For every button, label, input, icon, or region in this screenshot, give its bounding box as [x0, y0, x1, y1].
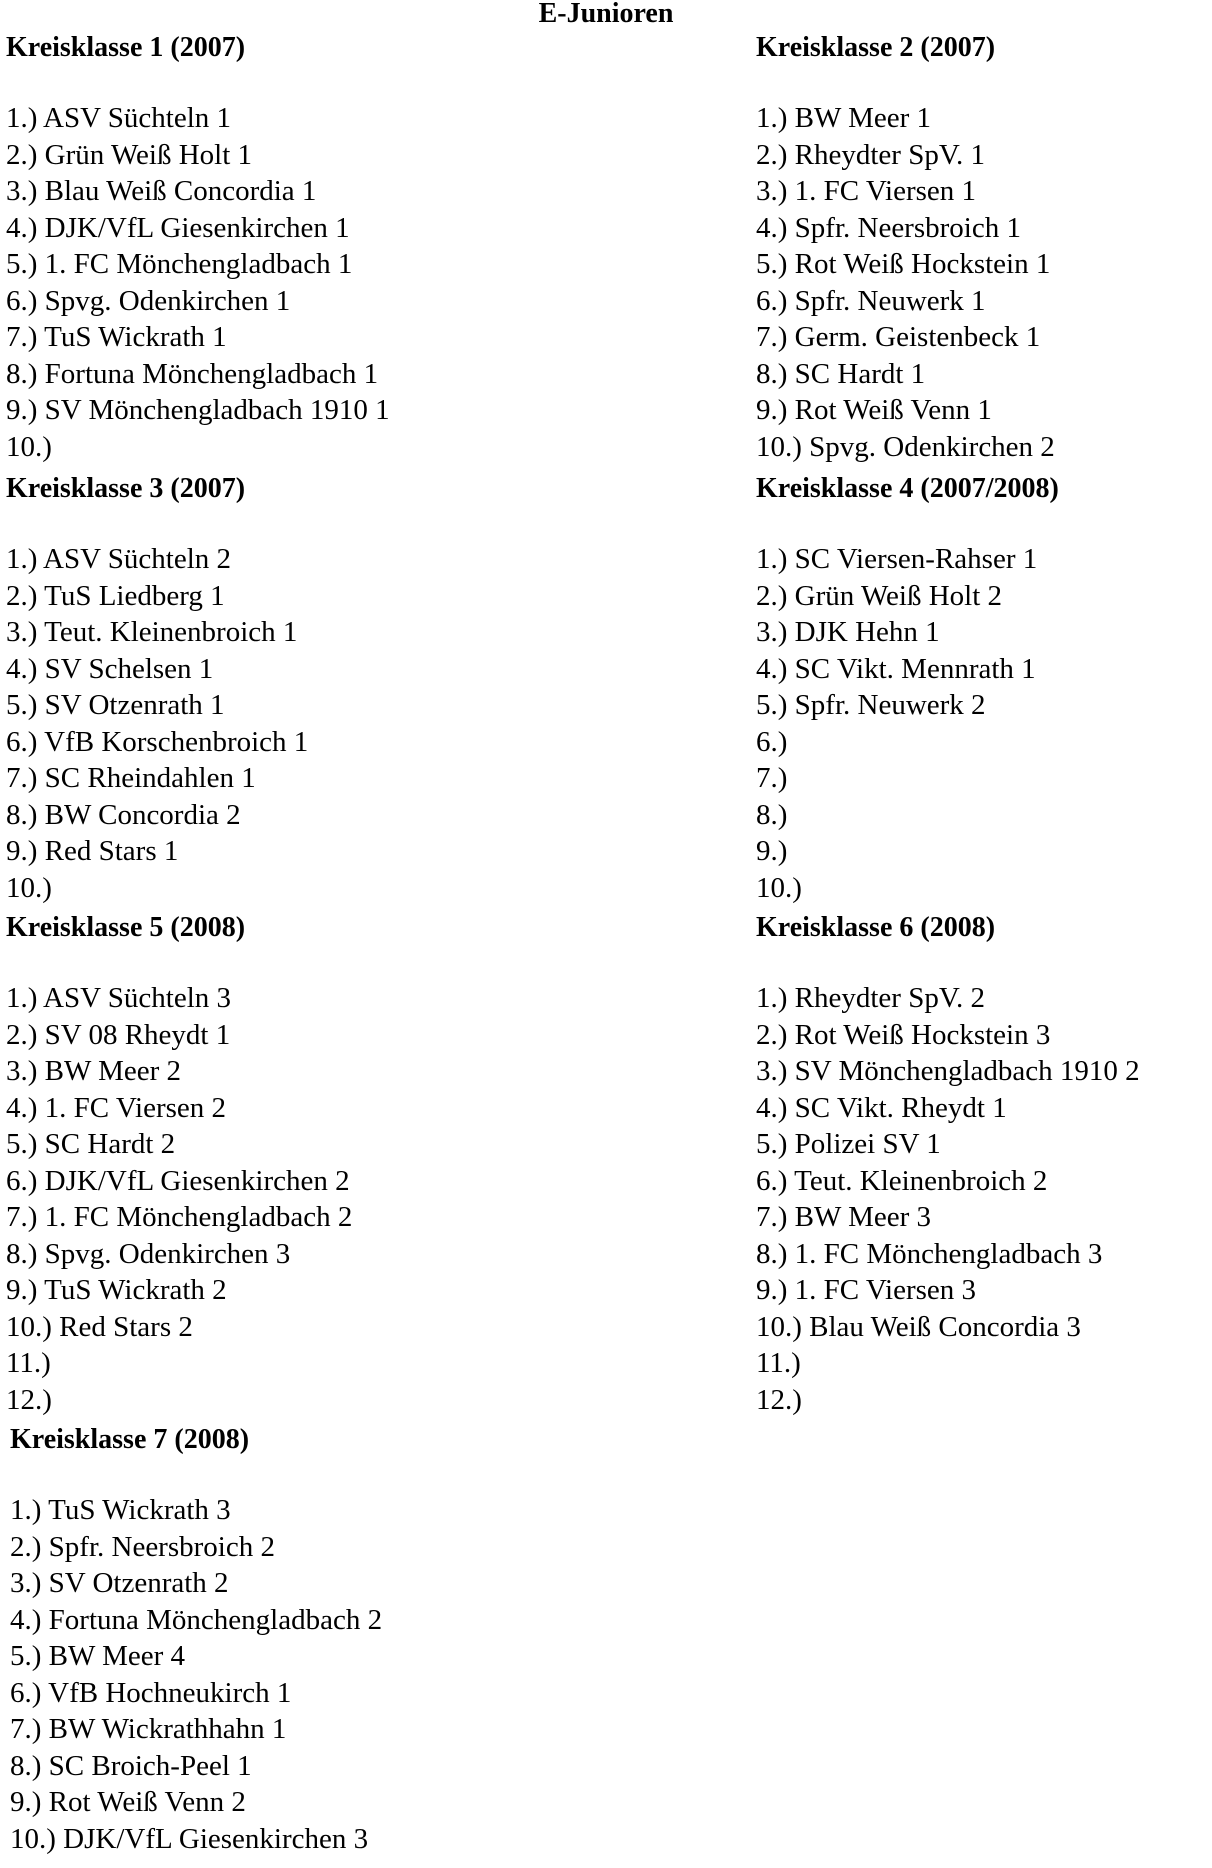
standings-entry: 2.) Rheydter SpV. 1 [756, 138, 986, 171]
standings-entry: 12.) [756, 1383, 802, 1416]
standings-entry: 1.) BW Meer 1 [756, 102, 932, 134]
standings-entry: 2.) Grün Weiß Holt 1 [6, 138, 253, 171]
standings-entry: 11.) [756, 1347, 801, 1379]
league-group [756, 32, 1055, 465]
standings-entry: 1.) ASV Süchteln 2 [6, 543, 232, 575]
standings-list [756, 541, 1059, 906]
league-heading: Kreisklasse 4 (2007/2008) [756, 473, 1059, 504]
standings-entry: 4.) SV Schelsen 1 [6, 652, 214, 685]
league-heading: Kreisklasse 7 (2008) [10, 1424, 250, 1455]
standings-entry: 3.) 1. FC Viersen 1 [756, 175, 977, 207]
standings-entry: 5.) Rot Weiß Hockstein 1 [756, 248, 1051, 280]
standings-list [6, 100, 390, 465]
standings-entry: 12.) [6, 1383, 52, 1416]
standings-entry: 5.) SV Otzenrath 1 [6, 689, 225, 721]
league-group [6, 473, 308, 906]
standings-entry: 1.) TuS Wickrath 3 [10, 1494, 231, 1526]
standings-entry: 6.) Teut. Kleinenbroich 2 [756, 1164, 1048, 1197]
standings-entry: 8.) Fortuna Mönchengladbach 1 [6, 357, 379, 390]
league-group [6, 912, 352, 1418]
league-group [756, 912, 1140, 1418]
standings-entry: 2.) Rot Weiß Hockstein 3 [756, 1018, 1051, 1051]
standings-entry: 6.) VfB Hochneukirch 1 [10, 1676, 292, 1709]
standings-entry: 1.) ASV Süchteln 3 [6, 982, 232, 1014]
standings-entry: 4.) SC Vikt. Mennrath 1 [756, 652, 1036, 685]
league-heading: Kreisklasse 2 (2007) [756, 32, 996, 63]
standings-entry: 4.) SC Vikt. Rheydt 1 [756, 1091, 1007, 1124]
standings-entry: 5.) Polizei SV 1 [756, 1128, 941, 1160]
standings-entry: 9.) SV Mönchengladbach 1910 1 [6, 394, 390, 426]
league-heading: Kreisklasse 1 (2007) [6, 32, 246, 63]
standings-entry: 6.) VfB Korschenbroich 1 [6, 725, 309, 758]
standings-entry: 1.) Rheydter SpV. 2 [756, 982, 986, 1014]
standings-entry: 6.) DJK/VfL Giesenkirchen 2 [6, 1164, 350, 1197]
standings-entry: 4.) Spfr. Neersbroich 1 [756, 211, 1021, 244]
standings-entry: 8.) [756, 798, 788, 831]
standings-entry: 7.) TuS Wickrath 1 [6, 321, 227, 353]
standings-entry: 10.) Blau Weiß Concordia 3 [756, 1310, 1081, 1343]
standings-entry: 2.) Grün Weiß Holt 2 [756, 579, 1003, 612]
standings-entry: 3.) DJK Hehn 1 [756, 616, 940, 648]
standings-entry: 10.) DJK/VfL Giesenkirchen 3 [10, 1822, 369, 1855]
standings-entry: 9.) Rot Weiß Venn 1 [756, 394, 992, 426]
standings-entry: 8.) 1. FC Mönchengladbach 3 [756, 1237, 1103, 1270]
standings-entry: 3.) Blau Weiß Concordia 1 [6, 175, 317, 207]
standings-entry: 8.) SC Hardt 1 [756, 357, 926, 390]
standings-entry: 9.) Rot Weiß Venn 2 [10, 1786, 246, 1818]
standings-entry: 5.) SC Hardt 2 [6, 1128, 176, 1160]
standings-entry: 8.) BW Concordia 2 [6, 798, 241, 831]
standings-entry: 7.) SC Rheindahlen 1 [6, 762, 256, 794]
standings-entry: 9.) [756, 835, 788, 867]
standings-entry: 10.) Red Stars 2 [6, 1310, 193, 1343]
standings-entry: 1.) ASV Süchteln 1 [6, 102, 232, 134]
league-heading: Kreisklasse 3 (2007) [6, 473, 246, 504]
standings-entry: 5.) BW Meer 4 [10, 1640, 186, 1672]
standings-list [756, 980, 1140, 1418]
standings-list [756, 100, 1055, 465]
standings-entry: 6.) Spvg. Odenkirchen 1 [6, 284, 291, 317]
standings-list [6, 980, 352, 1418]
standings-list [10, 1492, 382, 1857]
standings-entry: 2.) TuS Liedberg 1 [6, 579, 225, 612]
standings-entry: 7.) [756, 762, 788, 794]
page-title: E-Junioren [538, 0, 674, 29]
league-group [756, 473, 1059, 906]
standings-entry: 6.) Spfr. Neuwerk 1 [756, 284, 986, 317]
standings-entry: 9.) TuS Wickrath 2 [6, 1274, 227, 1306]
standings-entry: 4.) 1. FC Viersen 2 [6, 1091, 227, 1124]
standings-entry: 7.) Germ. Geistenbeck 1 [756, 321, 1041, 353]
standings-entry: 2.) Spfr. Neersbroich 2 [10, 1530, 275, 1563]
standings-entry: 3.) SV Otzenrath 2 [10, 1567, 229, 1599]
standings-entry: 1.) SC Viersen-Rahser 1 [756, 543, 1038, 575]
standings-entry: 8.) SC Broich-Peel 1 [10, 1749, 252, 1782]
standings-entry: 10.) Spvg. Odenkirchen 2 [756, 430, 1055, 463]
standings-entry: 11.) [6, 1347, 51, 1379]
league-heading: Kreisklasse 6 (2008) [756, 912, 996, 943]
standings-entry: 6.) [756, 725, 788, 758]
standings-entry: 9.) 1. FC Viersen 3 [756, 1274, 977, 1306]
standings-entry: 5.) 1. FC Mönchengladbach 1 [6, 248, 353, 280]
standings-entry: 7.) BW Meer 3 [756, 1201, 932, 1233]
league-group [10, 1424, 382, 1857]
standings-entry: 3.) Teut. Kleinenbroich 1 [6, 616, 298, 648]
standings-list [6, 541, 308, 906]
standings-entry: 3.) SV Mönchengladbach 1910 2 [756, 1055, 1140, 1087]
standings-entry: 3.) BW Meer 2 [6, 1055, 182, 1087]
standings-entry: 7.) BW Wickrathhahn 1 [10, 1713, 287, 1745]
standings-entry: 7.) 1. FC Mönchengladbach 2 [6, 1201, 353, 1233]
league-group [6, 32, 390, 465]
standings-entry: 10.) [756, 871, 802, 904]
standings-entry: 2.) SV 08 Rheydt 1 [6, 1018, 231, 1051]
standings-entry: 10.) [6, 430, 52, 463]
standings-entry: 9.) Red Stars 1 [6, 835, 179, 867]
standings-entry: 5.) Spfr. Neuwerk 2 [756, 689, 986, 721]
standings-entry: 10.) [6, 871, 52, 904]
standings-entry: 8.) Spvg. Odenkirchen 3 [6, 1237, 291, 1270]
league-heading: Kreisklasse 5 (2008) [6, 912, 246, 943]
standings-entry: 4.) DJK/VfL Giesenkirchen 1 [6, 211, 350, 244]
standings-entry: 4.) Fortuna Mönchengladbach 2 [10, 1603, 383, 1636]
